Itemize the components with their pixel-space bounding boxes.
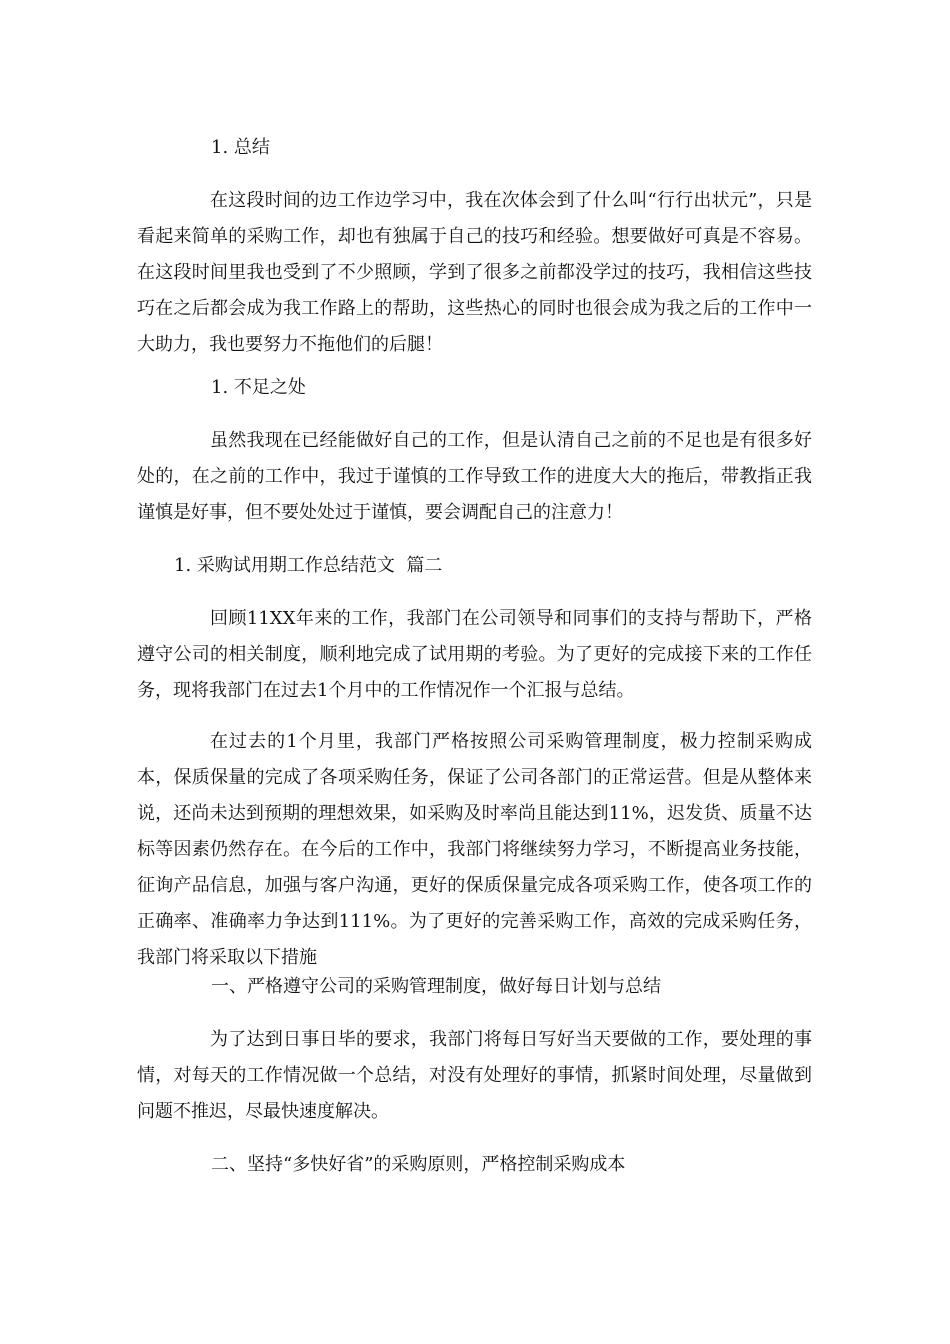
section-heading-summary: 1. 总结 <box>211 137 270 158</box>
shortcomings-paragraph: 虽然我现在已经能做好自己的工作，但是认清自己之前的不足也是有很多好处的，在之前的工作中，我过于谨慎的工作导致工作的进度大大的拖后，带教指正我谨慎是好事，但不要处处过于谨慎，要会调配自己的注意力！ <box>137 430 812 523</box>
section-heading-part-two: 1. 采购试用期工作总结范文 篇二 <box>174 555 443 576</box>
measure-heading-two: 二、坚持“多快好省”的采购原则，严格控制采购成本 <box>211 1154 626 1175</box>
measure-heading-one: 一、严格遵守公司的采购管理制度，做好每日计划与总结 <box>211 976 661 997</box>
section-heading-shortcomings: 1. 不足之处 <box>211 377 306 398</box>
past-month-paragraph: 在过去的1个月里，我部门严格按照公司采购管理制度，极力控制采购成本，保质保量的完成了各项采购任务，保证了公司各部门的正常运营。但是从整体来说，还尚未达到预期的理想效果，如采购及时率尚且能达到11%，迟发货、质量不达标等因素仍然存在。在今后的工作中，我部门将继续努力学习，不断提高业务技能，征询产品信息，加强与客户沟通，更好的保质保量完成各项采购工作，使各项工作的正确率、准确率力争达到111%。为了更好的完善采购工作，高效的完成采购任务，我部门将采取以下措施 <box>137 731 812 968</box>
summary-paragraph: 在这段时间的边工作边学习中，我在次体会到了什么叫“行行出状元”，只是看起来简单的采购工作，却也有独属于自己的技巧和经验。想要做好可真是不容易。在这段时间里我也受到了不少照顾，学到了很多之前都没学过的技巧，我相信这些技巧在之后都会成为我工作路上的帮助，这些热心的同时也很会成为我之后的工作中一大助力，我也要努力不拖他们的后腿！ <box>137 190 812 355</box>
review-paragraph: 回顾11XX年来的工作，我部门在公司领导和同事们的支持与帮助下，严格遵守公司的相关制度，顺利地完成了试用期的考验。为了更好的完成接下来的工作任务，现将我部门在过去1个月中的工作情况作一个汇报与总结。 <box>137 608 812 701</box>
measure-one-paragraph: 为了达到日事日毕的要求，我部门将每日写好当天要做的工作，要处理的事情，对每天的工作情况做一个总结，对没有处理好的事情，抓紧时间处理，尽量做到问题不推迟，尽最快速度解决。 <box>137 1029 812 1122</box>
